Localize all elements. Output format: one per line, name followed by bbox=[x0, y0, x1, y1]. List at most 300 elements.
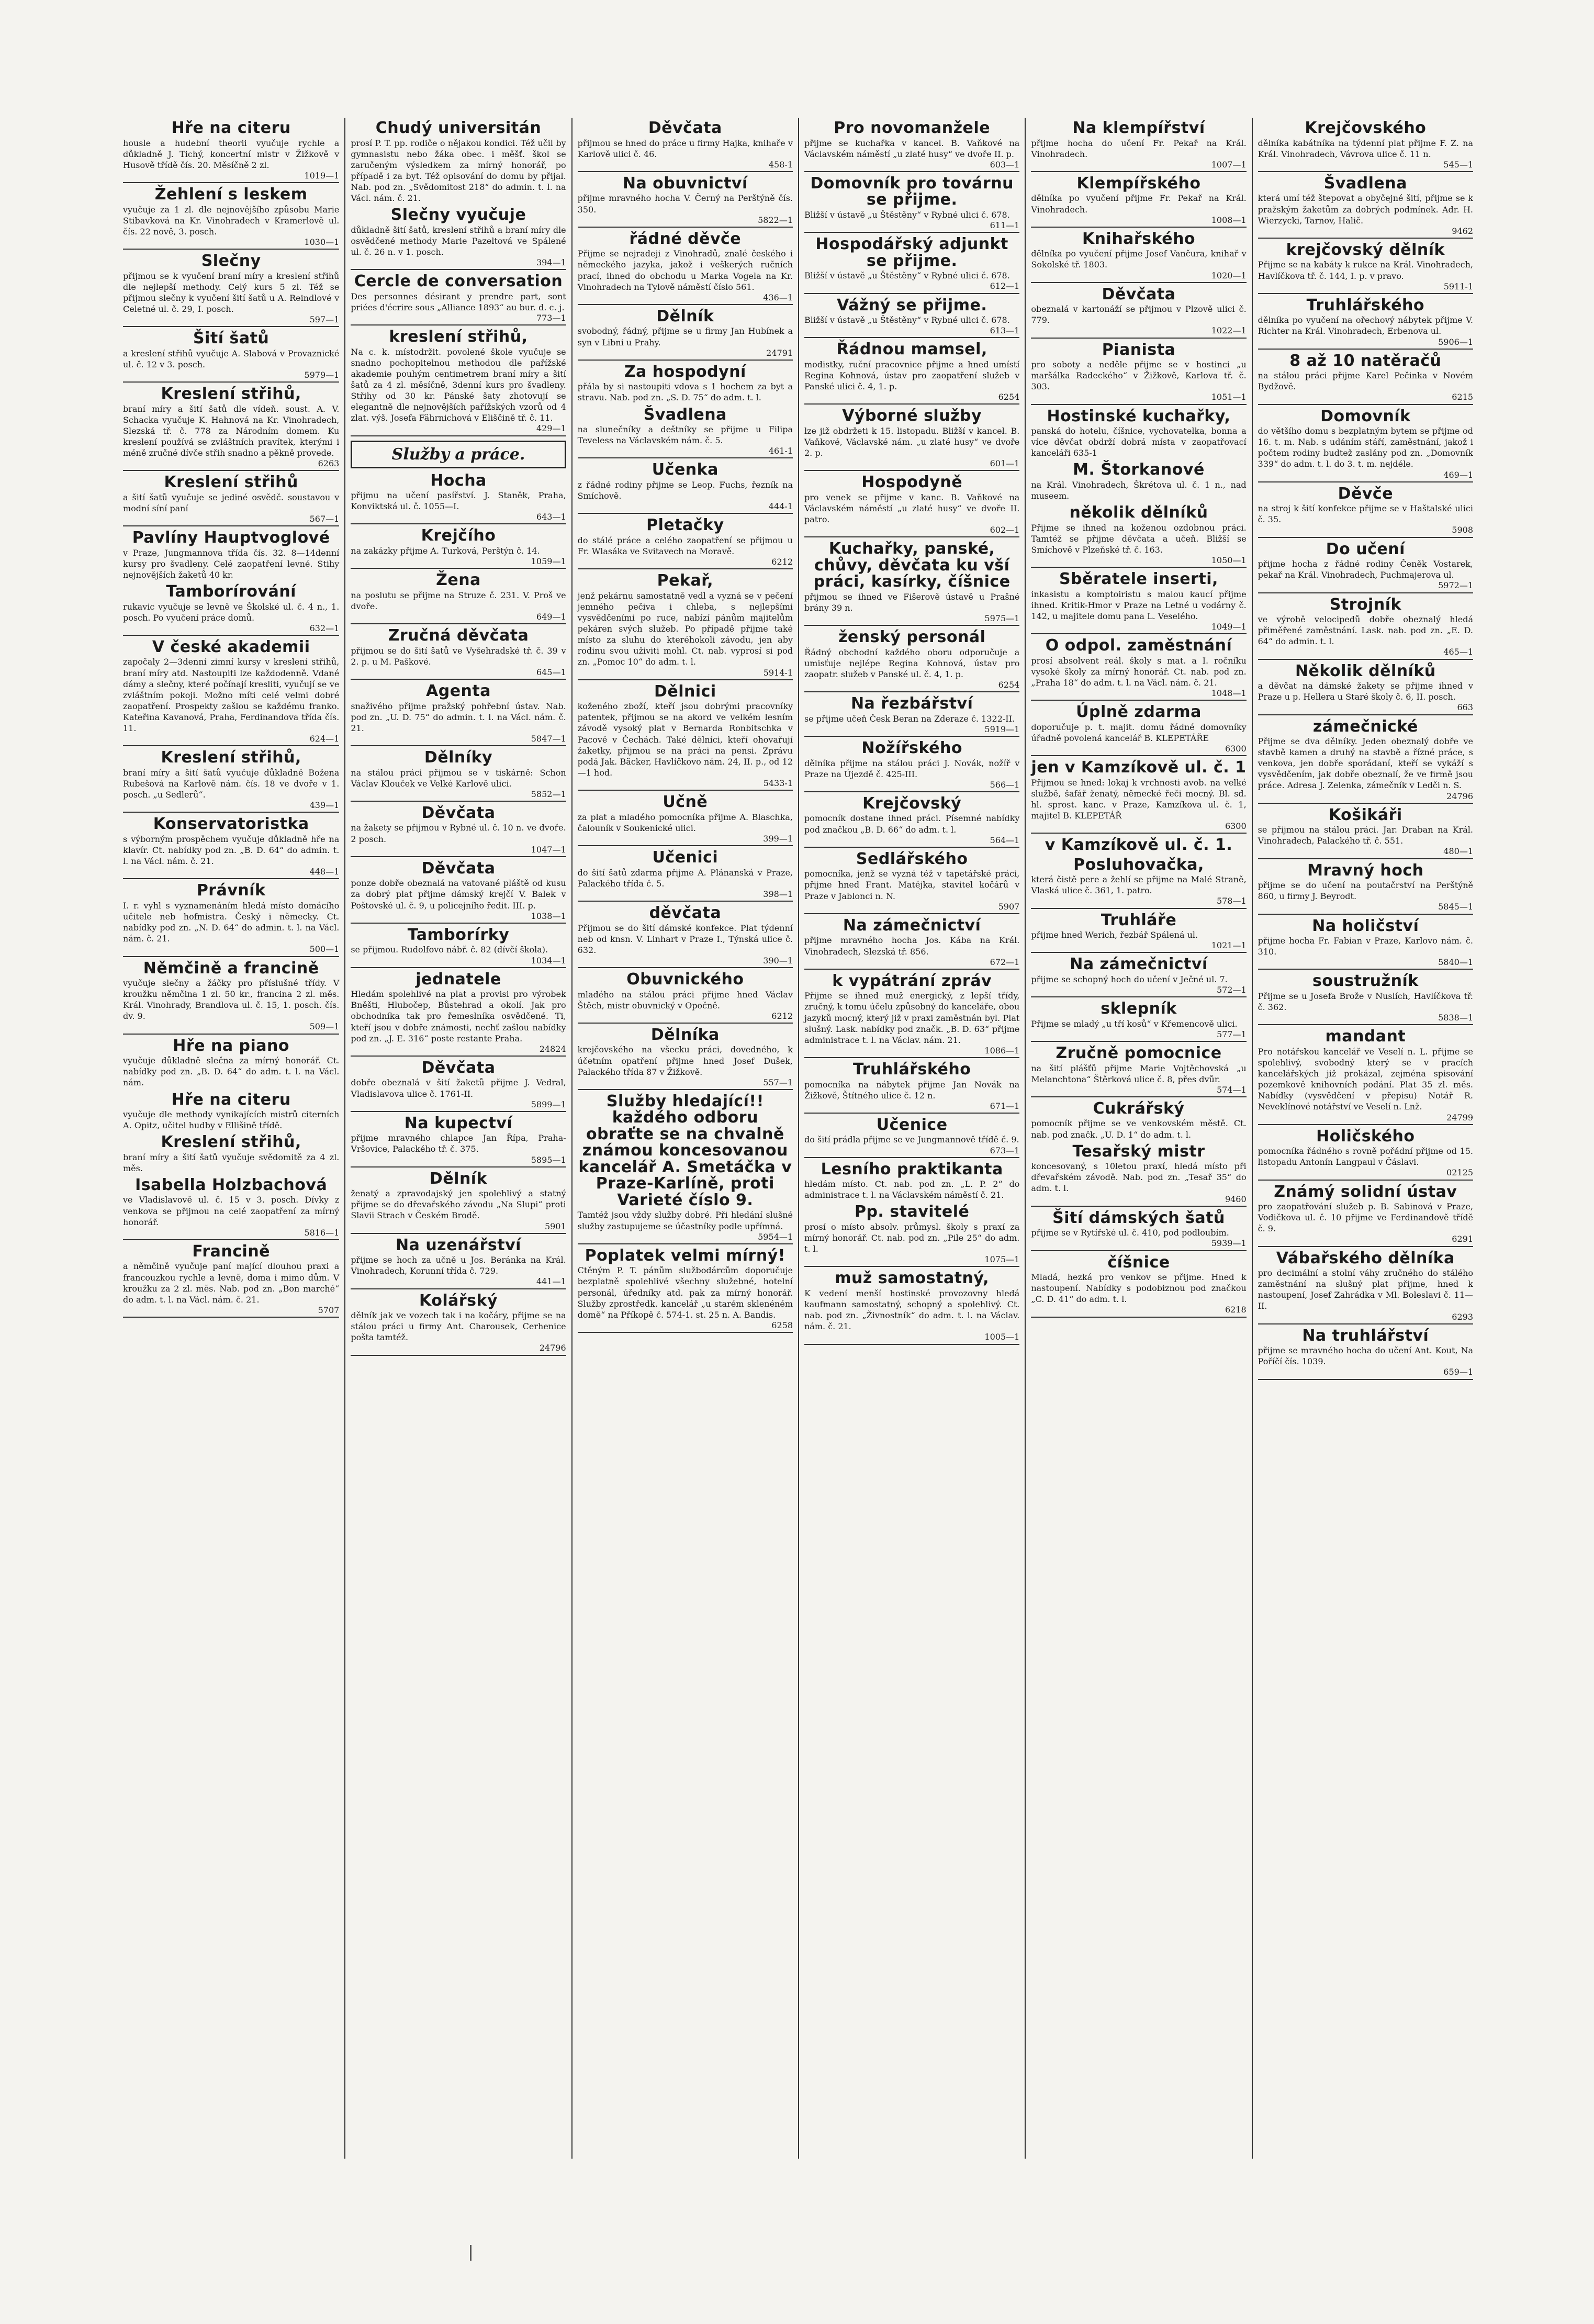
ad-code: 6215 bbox=[1258, 392, 1473, 405]
classified-ad bbox=[351, 273, 566, 325]
ad-title: řádné děvče bbox=[629, 229, 742, 248]
ad-text: koženého zboží, kteří jsou dobrými pracovníky patentek, přijmou se na akord ve velkém lesním závodě vysoký plat v Bernarda Ronbitschka v Pacově v Čechách. Také dělníci, kteří ohovařují žaketky, přijmou se na práci na pensi. Zprávu podá Jak. Bäcker, Havlíčkovo nám. 24, II. p., od 12—1 hod. bbox=[577, 701, 793, 778]
ad-code: 509—1 bbox=[123, 1021, 339, 1034]
ad-title: Posluhovačka, bbox=[1073, 855, 1204, 874]
classified-ad bbox=[804, 795, 1019, 848]
ad-code: 429—1 bbox=[351, 423, 566, 436]
ad-code: 5838—1 bbox=[1258, 1013, 1473, 1025]
ad-code: 611—1 bbox=[804, 220, 1019, 233]
ad-title: Krejčího bbox=[421, 526, 496, 545]
ad-text: započaly 2—3denní zimní kursy v kreslení střihů, braní míry atd. Nastoupiti lze každodenně. Vdané dámy a slečny, které počínají kresliti, vyučují se ve zvláštním pokoji. Možno míti celé velmi dobré zaopatření. Prospekty zašlou se každému franko. Kateřina Kavanová, Praha, Ferdinandova třída čís. 11. bbox=[123, 657, 340, 734]
ad-title: Truhláře bbox=[1101, 911, 1177, 929]
classified-ad bbox=[804, 1204, 1019, 1267]
ad-text: obeznalá v kartonáží se přijmou v Plzově ulici č. 779. bbox=[1031, 304, 1247, 325]
ad-title: Cercle de conversation bbox=[354, 272, 563, 291]
ad-code: 1049—1 bbox=[1031, 622, 1246, 634]
ad-text: mladého na stálou práci přijme hned Václav Štěch, mistr obuvnický v Opočně. bbox=[577, 989, 793, 1011]
classified-ad bbox=[804, 120, 1019, 172]
ad-text: ponze dobře obeznalá na vatované pláště od kusu za dobrý plat přijme dámský krejčí V. Balek v Poštovské ul. č. 9, u policejního ředit. III. p. bbox=[351, 878, 566, 911]
ad-title: Slečny vyučuje bbox=[390, 206, 526, 224]
ad-title: V české akademii bbox=[152, 637, 310, 656]
classified-ad bbox=[804, 474, 1019, 537]
ad-text: panská do hotelu, číšnice, vychovatelka, bonna a více děvčat obdrží dobrá místa v zaopatřovací kanceláři 635-1 bbox=[1031, 426, 1247, 458]
classified-ad bbox=[351, 683, 566, 746]
ad-text: přijme se hoch za učně u Jos. Beránka na Král. Vinohradech, Korunní třída č. 729. bbox=[351, 1255, 566, 1276]
ad-title: Učenici bbox=[652, 848, 719, 867]
ad-code: 567—1 bbox=[123, 514, 339, 526]
ad-text: I. r. vyhl s vyznamenáním hledá místo domácího učitele neb hofmistra. Český i německy. Ct. nabídky pod zn. „N. D. 64“ do admin. t. l. na Václ. nám. č. 21. bbox=[123, 900, 340, 944]
ad-code: 6254 bbox=[804, 392, 1019, 405]
ad-title: Děvče bbox=[1338, 484, 1394, 503]
classified-ad bbox=[1031, 956, 1246, 997]
ad-title: Agenta bbox=[426, 682, 491, 701]
classified-ad bbox=[804, 740, 1019, 792]
ad-code: 5908 bbox=[1258, 525, 1473, 537]
ad-code: 441—1 bbox=[351, 1276, 566, 1289]
ad-text: Bližší v ústavě „u Štěstěny“ v Rybné ulici č. 678. bbox=[804, 271, 1010, 281]
classified-ad bbox=[351, 1115, 566, 1167]
ad-code: 6291 bbox=[1258, 1234, 1473, 1247]
ad-code: 465—1 bbox=[1258, 647, 1473, 659]
ad-code: 469—1 bbox=[1258, 470, 1473, 482]
classified-ad bbox=[1258, 1250, 1473, 1324]
ad-code: 5919—1 bbox=[804, 724, 1019, 737]
classified-ad bbox=[804, 541, 1019, 626]
ad-text: svobodný, řádný, přijme se u firmy Jan Hubínek a syn v Libni u Prahy. bbox=[577, 326, 793, 347]
classified-ad bbox=[1258, 408, 1473, 482]
classified-ad bbox=[804, 629, 1019, 692]
ad-title: Kreslení střihů, bbox=[161, 385, 301, 403]
ad-code: 5845—1 bbox=[1258, 902, 1473, 914]
ad-code: 1034—1 bbox=[351, 956, 566, 968]
ad-text: dělníka přijme na stálou práci J. Novák, nožíř v Praze na Újezdě č. 425-III. bbox=[804, 758, 1020, 779]
ad-title: Šití šatů bbox=[193, 329, 270, 348]
ad-title: Učenice bbox=[876, 1115, 948, 1134]
ad-text: vyučuje za 1 zl. dle nejnovějšího způsobu Marie Stibavková na Kr. Vinohradech v Kramerlově ul. čís. 22 nově, 3. posch. bbox=[123, 204, 340, 237]
ad-title: O odpol. zaměstnání bbox=[1045, 636, 1232, 655]
ad-title: Pletačky bbox=[646, 516, 724, 535]
ad-title: Na řezbářství bbox=[850, 694, 973, 713]
classified-ad bbox=[1031, 175, 1246, 228]
ad-text: pomocníka, jenž se vyzná též v tapetářské práci, přijme hned Frant. Matějka, stavitel kočárů v Praze v Jablonci n. N. bbox=[804, 869, 1020, 901]
ad-title: 8 až 10 natěračů bbox=[1289, 351, 1442, 370]
classified-ad bbox=[123, 1092, 339, 1131]
ad-title: Kolářský bbox=[419, 1291, 498, 1310]
ad-title: Žehlení s leskem bbox=[154, 185, 308, 204]
ad-text: přijme se kuchařka v kancel. B. Vaňkové na Václavském náměstí „u zlaté husy“ ve dvoře II. p. bbox=[804, 138, 1020, 159]
classified-ad bbox=[1258, 973, 1473, 1025]
classified-ad bbox=[123, 1243, 339, 1318]
ad-code: 5847—1 bbox=[351, 734, 566, 746]
classified-ad bbox=[578, 1027, 793, 1090]
classified-ad bbox=[804, 1161, 1019, 1201]
ad-text: Přijme se mladý „u tří kosů“ v Křemencově ulici. bbox=[1031, 1018, 1238, 1029]
classified-ad bbox=[804, 1117, 1019, 1158]
ad-code: 24824 bbox=[351, 1044, 566, 1057]
ad-title: Hocha bbox=[430, 471, 487, 490]
ad-text: přijme hned Werich, řezbář Spálená ul. bbox=[1031, 930, 1198, 940]
classified-ad bbox=[351, 860, 566, 924]
ad-title: Strojník bbox=[1329, 595, 1401, 614]
classified-ad bbox=[1031, 857, 1246, 909]
classified-ad bbox=[351, 207, 566, 270]
ad-code: 500—1 bbox=[123, 944, 339, 957]
ad-title: Děvčata bbox=[421, 1058, 496, 1077]
ad-text: prosí P. T. pp. rodiče o nějakou kondici. Též učil by gymnasistu nebo žáka obec. i měšť. škol se zaručeným výsledkem za mírný honorář, po případě i za byt. Též opisování do domu by přijal. Nab. pod zn. „Svědomitost 218“ do admin. t. l. na Václ. nám. č. 21. bbox=[351, 138, 566, 204]
classified-ad bbox=[351, 1293, 566, 1356]
ad-text: na stálou práci přijme Karel Pečinka v Novém Bydžově. bbox=[1258, 371, 1473, 392]
ad-title: Klempířského bbox=[1076, 174, 1201, 193]
ad-title: Na uzenářství bbox=[396, 1236, 521, 1254]
ad-text: přijme se schopný hoch do učení v Ječné ul. 7. bbox=[1031, 974, 1228, 984]
ad-title: Tamborírování bbox=[166, 582, 296, 601]
ad-title: Úplně zdarma bbox=[1076, 703, 1202, 722]
ad-title: mandant bbox=[1325, 1027, 1406, 1046]
ad-text: na slunečníky a deštníky se přijme u Filipa Teveless na Václavském nám. č. 5. bbox=[577, 424, 793, 446]
ad-code: 24791 bbox=[578, 348, 793, 361]
ad-text: K vedení menší hostinské provozovny hledá kaufmann samostatný, schopný a spolehlivý. Ct. nab. pod zn. „Živnostník“ do adm. t. l. na Václav. nám. č. 21. bbox=[804, 1288, 1020, 1332]
ad-text: přijme se do učení na poutačrství na Perštýně 860, u firmy J. Beyrodt. bbox=[1258, 880, 1473, 902]
classified-ad bbox=[804, 341, 1019, 405]
ad-code: 566—1 bbox=[804, 780, 1019, 792]
classified-ad bbox=[1031, 504, 1246, 568]
ad-title: Zručná děvčata bbox=[388, 626, 529, 645]
classified-ad bbox=[1031, 1101, 1246, 1140]
newspaper-page bbox=[118, 118, 1478, 2159]
ad-title: Domovník pro továrnu se přijme. bbox=[810, 174, 1014, 209]
classified-ad bbox=[351, 473, 566, 525]
classified-ad bbox=[804, 851, 1019, 914]
ad-text: Přijme se na kabáty k rukce na Král. Vinohradech, Havlíčkova tř. č. 144, I. p. v pravo. bbox=[1258, 260, 1473, 281]
ad-code: 659—1 bbox=[1258, 1367, 1473, 1379]
ad-code: 5939—1 bbox=[1031, 1238, 1246, 1251]
ad-title: M. Štorkanové bbox=[1073, 461, 1205, 479]
ad-text: Přijme se u Josefa Brože v Nuslích, Havlíčkova tř. č. 362. bbox=[1258, 991, 1473, 1013]
ad-text: dobře obeznalá v šití žaketů přijme J. Vedral, Vladislavova ulice č. 1761-II. bbox=[351, 1077, 566, 1099]
ad-text: Des personnes désirant y prendre part, sont priées d'écrire sous „Alliance 1893“ au bur. d. c. j. bbox=[351, 291, 566, 312]
ad-text: do šití šatů zdarma přijme A. Plánanská v Praze, Palackého třída č. 5. bbox=[577, 867, 793, 889]
ad-text: Ctěným P. T. pánům službodárcům doporučuje bezplatně spolehlivé všechny služebné, hotelní personál, úředníky atd. pak za mírný honorář. Služby zprostředk. kancelář „u starém sklenéném domě“ na Příkopě č. 574-1. st. 25 n. A. Bandis. bbox=[577, 1265, 793, 1320]
ad-text: Hledám spolehlivé na plat a provisi pro výrobek Bněšti, Hlubočep, Bůstehrad a okolí. Jak pro obchodníka tak pro řemeslníka osvědčené. Ti, kteří jsou v dobře známosti, nechť zašlou nabídky pod zn. „J. E. 316“ poste restante Praha. bbox=[351, 989, 566, 1043]
ad-code: 436—1 bbox=[578, 293, 793, 305]
ad-title: Zručně pomocnice bbox=[1056, 1044, 1222, 1063]
classified-ad bbox=[123, 474, 339, 526]
ad-text: Na c. k. místodržit. povolené škole vyučuje se snadno pochopitelnou methodou dle pařížské akademie pouhým centimetrem braní míry a šití šatů za 4 zl. měsíčně, 3denní kurs pro švadleny. Střihy od 30 kr. Pánské šaty zhotovují se elegantně dle nejnovějších pařížských vzorů od 4 zlat. výš. Josefa Fährnichová v Eliščině tř. č. 11. bbox=[351, 346, 566, 423]
ad-title: Krejčovský bbox=[862, 794, 962, 813]
ad-title: ženský personál bbox=[838, 628, 986, 647]
ad-code: 597—1 bbox=[123, 315, 339, 327]
ad-text: prosí o místo absolv. průmysl. školy s praxí za mírný honorář. Ct. nab. pod zn. „Pile 25“ do adm. t. l. bbox=[804, 1221, 1020, 1254]
ad-title: číšnice bbox=[1107, 1253, 1170, 1272]
ad-text: přijme hocha Fr. Fabian v Praze, Karlovo nám. č. 310. bbox=[1258, 936, 1473, 957]
ad-text: pomocníka řádného s rovně pořádní přijme od 15. listopadu Antonín Langpaul v Čáslavi. bbox=[1258, 1146, 1473, 1167]
classified-ad bbox=[123, 583, 339, 636]
classified-ad bbox=[351, 749, 566, 802]
classified-ad bbox=[578, 308, 793, 361]
ad-code: 448—1 bbox=[123, 867, 339, 879]
ad-title: Hospodářský adjunkt se přijme. bbox=[815, 235, 1008, 270]
ad-text: inkasistu a komptoiristu s malou kaucí přijme ihned. Kritik-Hmor v Praze na Letné u vodárny č. 142, u majitele domu pana L. Veselého. bbox=[1031, 589, 1247, 621]
ad-code: 773—1 bbox=[351, 313, 566, 325]
classified-ad bbox=[351, 527, 566, 569]
ad-text: přijme hocha z řádné rodiny Čeněk Vostarek, pekař na Král. Vinohradech, Puchmajerova ul. bbox=[1258, 559, 1473, 580]
ad-code: 444-1 bbox=[578, 501, 793, 514]
ad-text: a němčině vyučuje paní mající dlouhou praxi a francouzkou rychle a levně, doma i mimo dům. V kroužku za 2 zl. měs. Nab. pod zn. „Bon marché“ do adm. t. l. na Václ. nám. č. 21. bbox=[123, 1261, 340, 1305]
ad-text: vyučuje slečny a žáčky pro příslušné třídy. V kroužku němčina 1 zl. 50 kr., francina 2 zl. měs. Král. Vinohrady, Brandlova ul. č. 15, 1. posch. čís. dv. 9. bbox=[123, 978, 340, 1021]
classified-ad bbox=[1031, 1254, 1246, 1318]
ad-text: Bližší v ústavě „u Štěstěny“ v Rybné ulici č. 678. bbox=[804, 315, 1010, 325]
classified-ad bbox=[804, 917, 1019, 970]
ad-title: soustružník bbox=[1312, 972, 1419, 991]
ad-title: Mravný hoch bbox=[1307, 861, 1424, 880]
classified-ad bbox=[351, 1060, 566, 1112]
ad-code: 5822—1 bbox=[578, 215, 793, 228]
classified-ad bbox=[578, 1248, 793, 1333]
classified-ad bbox=[578, 231, 793, 305]
classified-ad bbox=[123, 386, 339, 471]
classified-ad bbox=[804, 1270, 1019, 1344]
classified-ad bbox=[578, 462, 793, 514]
ad-text: pro venek se přijme v kanc. B. Vaňkové na Václavském náměstí „u zlaté husy“ ve dvoře II. patro. bbox=[804, 492, 1020, 525]
ad-text: na šití plášťů přijme Marie Vojtěchovská „u Melanchtona“ Štěrková ulice č. 8, přes dvůr. bbox=[1031, 1063, 1247, 1084]
ad-code: 578—1 bbox=[1031, 896, 1246, 908]
ad-title: Děvčata bbox=[648, 119, 722, 137]
classified-ad bbox=[123, 186, 339, 250]
ad-title: Hře na citeru bbox=[171, 1090, 291, 1109]
ad-title: Knihařského bbox=[1082, 229, 1196, 248]
section-heading bbox=[351, 441, 566, 468]
ad-title: Pianista bbox=[1102, 340, 1176, 359]
ad-text: Přijme se ihned muž energický, z lepší třídy, zručný, k tomu účelu způsobný do kanceláře, obou jazyků mocný, který již v praxi zaměstnán byl. Plat slušný. Lask. nabídky pod značk. „B. D. 63“ přijme administrace t. l. na Václav. nám. 21. bbox=[804, 991, 1020, 1045]
ad-text: dělníka po vyučení přijme Fr. Pekař na Král. Vinohradech. bbox=[1031, 193, 1247, 215]
ad-text: pomocník dostane ihned práci. Písemné nabídky pod značkou „B. D. 66“ do adm. t. l. bbox=[804, 813, 1020, 835]
ad-title: Na zámečnictví bbox=[843, 916, 981, 935]
ad-title: Kuchařky, panské, chůvy, děvčata ku vší práci, kasírky, číšnice bbox=[813, 540, 1011, 591]
ad-code: 663 bbox=[1258, 702, 1473, 715]
ad-title: Hostinské kuchařky, bbox=[1047, 407, 1231, 425]
ad-text: pro zaopatřování služeb p. B. Sabinová v Praze, Vodičkova ul. č. 10 přijme ve Ferdinandově třídě č. 9. bbox=[1258, 1202, 1473, 1234]
classified-ad bbox=[1258, 807, 1473, 859]
ad-title: Vábařského dělníka bbox=[1276, 1249, 1455, 1267]
ad-title: Němčině a francině bbox=[143, 959, 319, 978]
ad-text: jenž pekárnu samostatně vedl a vyzná se v pečení jemného pečiva i chleba, s nejlepšími vysvědčeními po ruce, nabízí pánům majitelům pekáren svých služeb. Po případě přijme také místo za sluhu do kteréhokoli závodu, jen aby rodinu svou uživiti mohl. Ct. nab. vyprosí si pod zn. „Pomoc 10“ do adm. t. l. bbox=[577, 590, 793, 667]
ad-text: z řádné rodiny přijme se Leop. Fuchs, řezník na Smíchově. bbox=[577, 479, 793, 501]
classified-ad bbox=[1258, 597, 1473, 660]
ad-code: 1075—1 bbox=[804, 1254, 1019, 1267]
ad-text: doporučuje p. t. majit. domu řádné domovníky úřadně povolená kancelář B. KLEPETÁŘE bbox=[1031, 722, 1247, 743]
ad-code: 5895—1 bbox=[351, 1155, 566, 1167]
ad-text: na poslutu se přijme na Struze č. 231. V. Proš ve dvoře. bbox=[351, 590, 566, 611]
classified-ad bbox=[123, 1177, 339, 1240]
ad-title: Na klempířství bbox=[1072, 119, 1205, 137]
ad-title: krejčovský dělník bbox=[1286, 240, 1445, 259]
ad-text: Mladá, hezká pro venkov se přijme. Hned k nastoupení. Nabídky s podobiznou pod značkou „C. D. 41“ do adm. t. l. bbox=[1031, 1272, 1247, 1305]
ad-code: 672—1 bbox=[804, 957, 1019, 970]
ad-text: dělník jak ve vozech tak i na kočáry, přijme se na stálou práci u firmy Ant. Charousek, Cerhenice pošta tamtéž. bbox=[351, 1310, 566, 1343]
classified-ad bbox=[1031, 120, 1246, 172]
ad-text: pro soboty a neděle přijme se v hostinci „u maršálka Radeckého“ v Žižkově, Karlova tř. č. 303. bbox=[1031, 360, 1247, 392]
ad-code: 461-1 bbox=[578, 446, 793, 458]
ad-title: Poplatek velmi mírný! bbox=[585, 1246, 785, 1265]
classified-ad bbox=[351, 627, 566, 680]
ad-title: Pro novomanžele bbox=[834, 119, 991, 137]
ad-code: 6258 bbox=[578, 1320, 793, 1333]
classified-ad bbox=[123, 749, 339, 813]
ad-text: se přijmou. Rudolfovo nábř. č. 82 (dívčí škola). bbox=[351, 945, 548, 955]
ad-code: 5906—1 bbox=[1258, 337, 1473, 350]
ad-code: 1048—1 bbox=[1031, 688, 1246, 701]
ad-text: pomocníka na nábytek přijme Jan Novák na Žižkově, Štítného ulice č. 12 n. bbox=[804, 1079, 1020, 1101]
ad-title: Košikáři bbox=[1328, 805, 1402, 824]
ad-text: do většího domu s bezplatným bytem se přijme od 16. t. m. Nab. s udáním stáří, zaměstnání, jakož i počtem rodiny budtež zaslány pod zn. „Domovník 339“ do adm. t. l. do 3. t. m. nejdéle. bbox=[1258, 426, 1473, 469]
classified-ad bbox=[123, 639, 339, 746]
ad-code: 603—1 bbox=[804, 160, 1019, 172]
ad-title: Pekař, bbox=[657, 571, 713, 590]
ad-text: přijme hocha do učení Fr. Pekař na Král. Vinohradech. bbox=[1031, 138, 1247, 159]
ad-title: Děvčata bbox=[421, 859, 496, 878]
ad-text: hledám místo. Ct. nab. pod zn. „L. P. 2“ do administrace t. l. na Václavském náměstí č. 21. bbox=[804, 1179, 1020, 1200]
ad-title: Dělnici bbox=[654, 682, 716, 701]
classified-ad bbox=[1258, 918, 1473, 970]
ad-text: dělníka po vyučení na ořechový nábytek přijme V. Richter na Král. Vinohradech, Erbenova ul. bbox=[1258, 315, 1473, 336]
classified-ad bbox=[123, 1134, 339, 1174]
ad-code: 5899—1 bbox=[351, 1099, 566, 1112]
classified-ad bbox=[1031, 462, 1246, 501]
ad-title: Kreslení střihů bbox=[164, 473, 298, 492]
ad-text: přijmu na učení pasířství. J. Staněk, Praha, Konviktská ul. č. 1055—I. bbox=[351, 490, 566, 512]
section-title: Služby a práce. bbox=[391, 445, 525, 464]
ad-text: dělníka po vyučení přijme Josef Vančura, knihař v Sokolské tř. 1803. bbox=[1031, 249, 1247, 270]
ad-title: Obuvnického bbox=[626, 970, 744, 989]
ad-code: 9462 bbox=[1258, 226, 1473, 239]
ad-text: Přijmou se do šití dámské konfekce. Plat týdenní neb od knsn. V. Linhart v Praze I., Týnská ulice č. 632. bbox=[577, 923, 793, 955]
ad-code: 02125 bbox=[1258, 1167, 1473, 1180]
ad-title: zámečnické bbox=[1312, 717, 1418, 736]
ad-code: 601—1 bbox=[804, 458, 1019, 471]
ad-text: na žakety se přijmou v Rybné ul. č. 10 n. ve dvoře. 2 posch. bbox=[351, 823, 566, 844]
ad-text: rukavic vyučuje se levně ve Školské ul. č. 4 n., 1. posch. Po vyučení práce domů. bbox=[123, 601, 340, 623]
classified-ad bbox=[578, 905, 793, 968]
ad-title: Dělníka bbox=[650, 1025, 720, 1044]
ad-text: snaživého přijme pražský pohřební ústav. Nab. pod zn. „U. D. 75“ do admin. t. l. na Václ. nám. č. 21. bbox=[351, 701, 566, 733]
ad-title: Učně bbox=[663, 793, 708, 812]
ad-title: Několik dělníků bbox=[1295, 661, 1436, 680]
ad-title: Domovník bbox=[1320, 407, 1411, 425]
ad-title: Sedlářského bbox=[856, 849, 968, 868]
ad-code: 5979—1 bbox=[123, 370, 339, 383]
ad-title: Nožířského bbox=[861, 739, 962, 758]
classified-ad bbox=[1258, 541, 1473, 593]
ad-code: 6293 bbox=[1258, 1312, 1473, 1324]
ad-text: Přijme se nejradeji z Vinohradů, znalé českého i německého jazyka, jakož i veškerých ručních prací, ihned do obchodu u Marka Vogela na Kr. Vinohradech na Tylově náměstí číslo 561. bbox=[577, 249, 793, 292]
ad-text: lze již obdržeti k 15. listopadu. Bližší v kancel. B. Vaňkové, Václavské nám. „u zlaté husy“ ve dvoře 2. p. bbox=[804, 425, 1020, 458]
ad-code: 24799 bbox=[1258, 1113, 1473, 1125]
ad-title: jen v Kamzíkově ul. č. 1 bbox=[1031, 758, 1247, 777]
classified-ad bbox=[1031, 1001, 1246, 1042]
classified-ad bbox=[578, 407, 793, 459]
classified-ad bbox=[1258, 1328, 1473, 1380]
ad-text: braní míry a šití šatů vyučuje svědomitě za 4 zl. měs. bbox=[123, 1152, 340, 1173]
ad-text: do šití prádla přijme se ve Jungmannově třídě č. 9. bbox=[804, 1135, 1019, 1145]
ad-code: 5954—1 bbox=[578, 1232, 793, 1244]
ad-title: Na kupectví bbox=[404, 1114, 513, 1132]
ad-code: 6300 bbox=[1031, 821, 1246, 834]
ad-title: Pp. stavitelé bbox=[854, 1203, 970, 1221]
classified-ad bbox=[804, 695, 1019, 737]
ad-title: Tesařský mistr bbox=[1072, 1142, 1205, 1161]
classified-ad bbox=[804, 1061, 1019, 1114]
classified-ad bbox=[1031, 1210, 1246, 1251]
ad-title: Děvčata bbox=[1102, 285, 1176, 304]
ad-code: 624—1 bbox=[123, 734, 339, 746]
classified-ad bbox=[804, 973, 1019, 1058]
classified-ad bbox=[1031, 231, 1246, 283]
ad-code: 5901 bbox=[351, 1221, 566, 1234]
ad-code: 5907 bbox=[804, 902, 1019, 914]
print-mark bbox=[470, 2245, 472, 2261]
ad-text: důkladně šití šatů, kreslení střihů a braní míry dle osvědčené methody Marie Pazeltová ve Spálené ul. č. 26 n. v 1. posch. bbox=[351, 224, 566, 257]
ad-code: 6300 bbox=[1031, 744, 1246, 756]
ad-text: přála by si nastoupiti vdova s 1 hochem za byt a stravu. Nab. pod zn. „S. D. 75“ do adm. t. l. bbox=[577, 381, 793, 403]
ad-code: 5911-1 bbox=[1258, 282, 1473, 294]
ad-text: na Král. Vinohradech, Škrétova ul. č. 1 n., nad museem. bbox=[1031, 479, 1247, 501]
ad-code: 6254 bbox=[804, 680, 1019, 692]
classified-ad bbox=[123, 1038, 339, 1088]
ad-text: přijme mravného hocha Jos. Kába na Král. Vinohradech, Slezská tř. 856. bbox=[804, 935, 1020, 957]
ad-text: přijmou se hned do práce u firmy Hajka, knihaře v Karlově ulici č. 46. bbox=[577, 138, 793, 159]
ad-code: 24796 bbox=[351, 1343, 566, 1355]
ad-text: ženatý a zpravodajský jen spolehlivý a statný přijme se do dřevařského závodu „Na Slupi“ proti Slavii Strach v Českém Brodě. bbox=[351, 1188, 566, 1221]
classified-ad bbox=[1258, 1184, 1473, 1247]
classified-ad bbox=[123, 960, 339, 1035]
ad-title: Hře na citeru bbox=[171, 119, 291, 137]
ad-text: vyučuje dle methody vynikajících mistrů citerních A. Opitz, učitel hudby v Ellišině třídě. bbox=[123, 1109, 340, 1131]
ad-code: 1019—1 bbox=[123, 171, 339, 183]
ad-title: Dělník bbox=[429, 1169, 488, 1188]
ad-code: 557—1 bbox=[578, 1077, 793, 1090]
ad-title: jednatele bbox=[416, 970, 501, 989]
ad-title: Dělníky bbox=[424, 748, 493, 767]
classified-ad bbox=[578, 175, 793, 228]
ad-code: 398—1 bbox=[578, 889, 793, 902]
ad-title: sklepník bbox=[1101, 1000, 1177, 1018]
ad-code: 1020—1 bbox=[1031, 271, 1246, 283]
classified-ad bbox=[351, 1237, 566, 1289]
ad-title: Na zámečnictví bbox=[1070, 955, 1208, 974]
ad-text: koncesovaný, s 10letou praxí, hledá místo při dřevařském závodě. Nab. pod zn. „Tesař 35“ do adm. t. l. bbox=[1031, 1161, 1247, 1194]
ad-text: Tamtéž jsou vždy služby dobré. Při hledání slušné služby zastupujeme se účastníky podle upřímná. bbox=[577, 1210, 793, 1231]
ad-code: 1050—1 bbox=[1031, 555, 1246, 568]
classified-ad bbox=[1258, 297, 1473, 350]
classified-ad bbox=[1258, 1128, 1473, 1181]
ad-code: 9460 bbox=[1031, 1194, 1246, 1207]
ad-code: 390—1 bbox=[578, 956, 793, 968]
ad-title: Právník bbox=[196, 881, 266, 900]
classified-ad bbox=[1258, 242, 1473, 294]
ad-title: Kreslení střihů, bbox=[161, 1133, 301, 1152]
ad-title: Kreslení střihů, bbox=[161, 748, 301, 767]
classified-ad bbox=[351, 572, 566, 624]
ad-title: Lesního praktikanta bbox=[821, 1160, 1003, 1178]
ad-text: se přijmou na stálou práci. Jar. Draban na Král. Vinohradech, Palackého tř. č. 551. bbox=[1258, 825, 1473, 846]
ad-text: se přijme učeň Česk Beran na Zderaze č. 1322-II. bbox=[804, 713, 1015, 724]
ad-title: v Kamzíkově ul. č. 1. bbox=[1045, 836, 1233, 855]
ad-text: dělníka kabátníka na týdenní plat přijme F. Z. na Král. Vinohradech, Vávrova ulice č. 11 n. bbox=[1258, 138, 1473, 159]
ad-text: přijmou se do šití šatů ve Vyšehradské tř. č. 39 v 2. p. u M. Paškové. bbox=[351, 645, 566, 667]
classified-ad bbox=[1031, 1143, 1246, 1207]
ad-text: přijmou se ihned ve Fišerově ústavě u Prašné brány 39 n. bbox=[804, 591, 1020, 613]
ad-text: braní míry a šití šatů dle vídeň. soust. A. V. Schacka vyučuje K. Hahnová na Kr. Vinohradech, Slezská tř. č. 778 za Národním domem. Ku kreslení používá se zvláštních pravítek, kterými i méně zručné dívče střih snadno a pěkně provede. bbox=[123, 403, 340, 458]
